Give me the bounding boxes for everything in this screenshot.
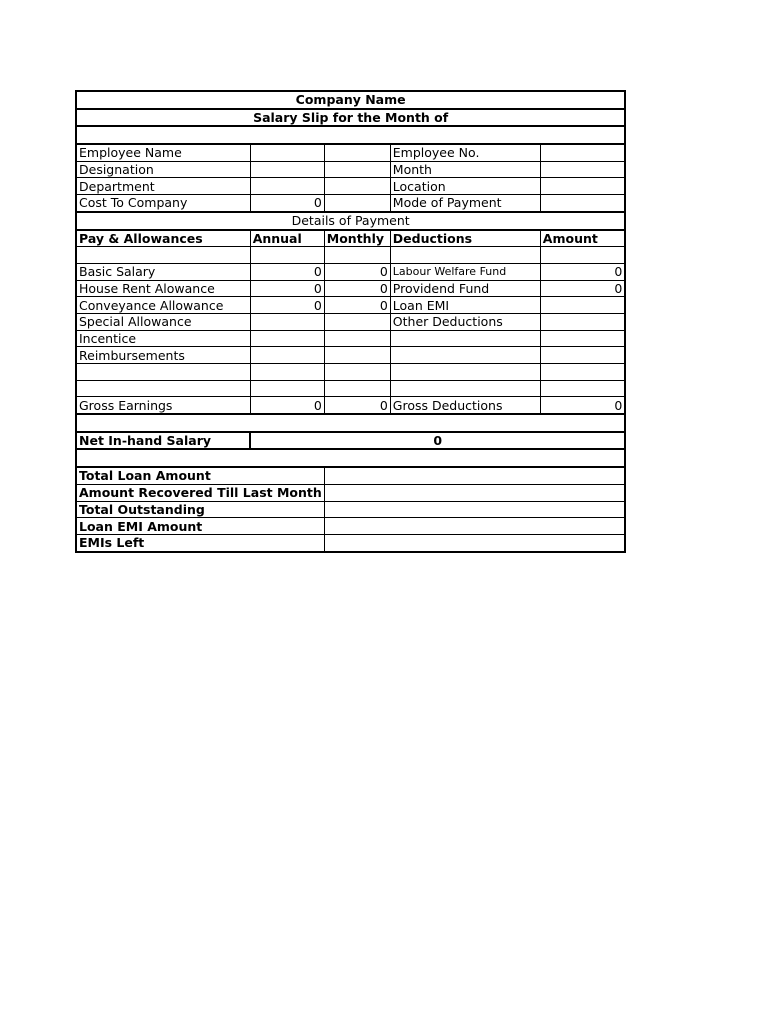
blank-row xyxy=(76,364,625,381)
blank-cell[interactable] xyxy=(390,247,540,264)
pay-label: House Rent Alowance xyxy=(76,280,250,297)
blank-cell[interactable] xyxy=(540,380,625,397)
table-row xyxy=(76,263,625,280)
col-amount: Amount xyxy=(540,230,625,247)
blank-row xyxy=(76,380,625,397)
col-pay-allowances: Pay & Allowances xyxy=(76,230,250,247)
deduction-amount[interactable]: 0 xyxy=(540,280,625,297)
total-outstanding-label: Total Outstanding xyxy=(76,501,324,518)
col-monthly: Monthly xyxy=(324,230,390,247)
monthly-value[interactable] xyxy=(324,313,390,330)
spacer-row xyxy=(76,126,625,144)
blank-cell[interactable] xyxy=(250,364,324,381)
gross-row xyxy=(76,397,625,414)
location-value[interactable] xyxy=(540,178,625,195)
blank-cell[interactable] xyxy=(540,364,625,381)
monthly-value[interactable]: 0 xyxy=(324,297,390,314)
total-loan-label: Total Loan Amount xyxy=(76,467,324,484)
table-row xyxy=(76,347,625,364)
pay-label: Basic Salary xyxy=(76,263,250,280)
employee-name-label: Employee Name xyxy=(76,144,250,161)
loan-row xyxy=(76,501,625,518)
employee-name-extra[interactable] xyxy=(324,144,390,161)
loan-emi-amount-value[interactable] xyxy=(324,518,625,535)
deduction-amount[interactable] xyxy=(540,330,625,347)
payment-mode-value[interactable] xyxy=(540,195,625,212)
annual-value[interactable]: 0 xyxy=(250,280,324,297)
column-header-row xyxy=(76,230,625,247)
blank-cell[interactable] xyxy=(250,247,324,264)
amount-recovered-value[interactable] xyxy=(324,484,625,501)
deduction-label xyxy=(390,347,540,364)
col-deductions: Deductions xyxy=(390,230,540,247)
blank-cell[interactable] xyxy=(324,247,390,264)
deduction-amount[interactable] xyxy=(540,347,625,364)
details-of-payment: Details of Payment xyxy=(76,212,625,230)
employee-row xyxy=(76,144,625,161)
designation-value[interactable] xyxy=(250,161,324,178)
deduction-amount[interactable] xyxy=(540,297,625,314)
ctc-value[interactable]: 0 xyxy=(250,195,324,212)
loan-row xyxy=(76,484,625,501)
total-outstanding-value[interactable] xyxy=(324,501,625,518)
blank-row xyxy=(76,247,625,264)
emis-left-value[interactable] xyxy=(324,534,625,551)
blank-cell[interactable] xyxy=(390,364,540,381)
loan-row xyxy=(76,534,625,551)
ctc-row xyxy=(76,195,625,212)
blank-cell[interactable] xyxy=(390,380,540,397)
payment-mode-label: Mode of Payment xyxy=(390,195,540,212)
designation-row xyxy=(76,161,625,178)
spacer-cell xyxy=(76,126,625,144)
annual-value[interactable] xyxy=(250,347,324,364)
spacer-cell xyxy=(76,449,625,467)
monthly-value[interactable] xyxy=(324,330,390,347)
net-salary-label: Net In-hand Salary xyxy=(76,432,250,450)
gross-earnings-label: Gross Earnings xyxy=(76,397,250,414)
details-row xyxy=(76,212,625,230)
blank-cell[interactable] xyxy=(76,380,250,397)
annual-value[interactable]: 0 xyxy=(250,263,324,280)
emis-left-label: EMIs Left xyxy=(76,534,324,551)
slip-title: Salary Slip for the Month of xyxy=(76,109,625,127)
table-row xyxy=(76,280,625,297)
annual-value[interactable]: 0 xyxy=(250,297,324,314)
table-row xyxy=(76,330,625,347)
slip-title-row xyxy=(76,109,625,127)
spacer-row xyxy=(76,414,625,432)
deduction-label: Other Deductions xyxy=(390,313,540,330)
department-extra[interactable] xyxy=(324,178,390,195)
department-value[interactable] xyxy=(250,178,324,195)
loan-row xyxy=(76,467,625,484)
deduction-label: Loan EMI xyxy=(390,297,540,314)
gross-deductions-label: Gross Deductions xyxy=(390,397,540,414)
annual-value[interactable] xyxy=(250,330,324,347)
designation-extra[interactable] xyxy=(324,161,390,178)
blank-cell[interactable] xyxy=(540,247,625,264)
loan-row xyxy=(76,518,625,535)
spacer-cell xyxy=(76,414,625,432)
deduction-label: Labour Welfare Fund xyxy=(390,263,540,280)
table-row xyxy=(76,297,625,314)
gross-annual: 0 xyxy=(250,397,324,414)
pay-label: Incentice xyxy=(76,330,250,347)
ctc-extra[interactable] xyxy=(324,195,390,212)
employee-no-value[interactable] xyxy=(540,144,625,161)
department-label: Department xyxy=(76,178,250,195)
blank-cell[interactable] xyxy=(324,364,390,381)
gross-monthly: 0 xyxy=(324,397,390,414)
deduction-label xyxy=(390,330,540,347)
monthly-value[interactable] xyxy=(324,347,390,364)
net-salary-value: 0 xyxy=(250,432,625,450)
table-row xyxy=(76,313,625,330)
employee-name-value[interactable] xyxy=(250,144,324,161)
deduction-amount[interactable] xyxy=(540,313,625,330)
location-label: Location xyxy=(390,178,540,195)
amount-recovered-label: Amount Recovered Till Last Month xyxy=(76,484,324,501)
blank-cell[interactable] xyxy=(324,380,390,397)
month-value[interactable] xyxy=(540,161,625,178)
pay-label: Reimbursements xyxy=(76,347,250,364)
designation-label: Designation xyxy=(76,161,250,178)
month-label: Month xyxy=(390,161,540,178)
deduction-amount[interactable]: 0 xyxy=(540,263,625,280)
pay-label: Conveyance Allowance xyxy=(76,297,250,314)
col-annual: Annual xyxy=(250,230,324,247)
total-loan-value[interactable] xyxy=(324,467,625,484)
blank-cell[interactable] xyxy=(76,364,250,381)
blank-cell[interactable] xyxy=(250,380,324,397)
spacer-row xyxy=(76,449,625,467)
annual-value[interactable] xyxy=(250,313,324,330)
ctc-label: Cost To Company xyxy=(76,195,250,212)
deduction-label: Providend Fund xyxy=(390,280,540,297)
gross-deductions-amount: 0 xyxy=(540,397,625,414)
monthly-value[interactable]: 0 xyxy=(324,263,390,280)
department-row xyxy=(76,178,625,195)
blank-cell[interactable] xyxy=(76,247,250,264)
company-row xyxy=(76,91,625,109)
net-salary-row xyxy=(76,432,625,450)
monthly-value[interactable]: 0 xyxy=(324,280,390,297)
loan-emi-amount-label: Loan EMI Amount xyxy=(76,518,324,535)
company-name: Company Name xyxy=(76,91,625,109)
employee-no-label: Employee No. xyxy=(390,144,540,161)
salary-slip-table xyxy=(75,90,626,553)
pay-label: Special Allowance xyxy=(76,313,250,330)
